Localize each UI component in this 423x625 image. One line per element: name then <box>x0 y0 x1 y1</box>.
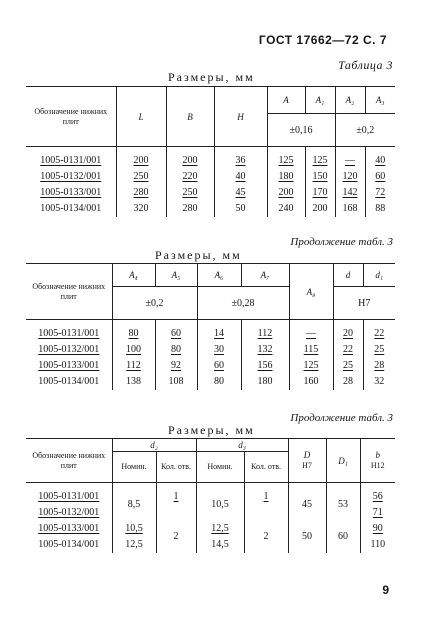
table-row: 1005-0131/001 80 60 14 112 — 20 22 <box>26 326 395 342</box>
table-row: 1005-0134/001 12,5 14,5 110 <box>26 537 395 553</box>
plate-code: 1005-0132/001 <box>38 344 100 355</box>
col-A4: A₄ <box>112 264 155 287</box>
plate-code: 1005-0133/001 <box>38 360 100 371</box>
plate-code: 1005-0133/001 <box>38 523 100 534</box>
table-row: 1005-0131/001 200 200 36 125 125 — 40 <box>26 153 395 169</box>
plate-code: 1005-0134/001 <box>38 376 100 387</box>
table3 <box>26 438 395 553</box>
plate-code: 1005-0134/001 <box>38 539 100 550</box>
col-d2-nominal: Номин. <box>112 452 156 483</box>
table-row: 1005-0134/001 320 280 50 240 200 168 88 <box>26 201 395 217</box>
plate-code: 1005-0131/001 <box>40 155 102 166</box>
table-row: 1005-0133/001 280 250 45 200 170 142 72 <box>26 185 395 201</box>
table-row: 1005-0133/001 10,5 2 12,5 2 50 60 90 <box>26 521 395 537</box>
col-A6: A₆ <box>197 264 241 287</box>
col-H: H <box>214 87 267 147</box>
col-d2-count: Кол. отв. <box>156 452 196 483</box>
table2 <box>26 263 395 390</box>
col-b: b H12 <box>360 439 395 483</box>
designation-header: Обозначение нижних плит <box>26 87 116 147</box>
tolerance-A4: ±0,2 <box>112 287 197 320</box>
col-d3-count: Кол. отв. <box>244 452 288 483</box>
tolerance-A: ±0,16 <box>267 114 335 147</box>
col-A2: A₂ <box>335 87 365 114</box>
plate-code: 1005-0132/001 <box>38 507 100 518</box>
tolerance-A6: ±0,28 <box>197 287 289 320</box>
table1-caption: Размеры, мм <box>168 70 255 84</box>
table-row: 1005-0132/001 71 <box>26 505 395 521</box>
col-A3: A₃ <box>365 87 395 114</box>
plate-code: 1005-0132/001 <box>40 171 102 182</box>
tolerance-d: H7 <box>333 287 395 320</box>
col-d1: d₁ <box>363 264 395 287</box>
col-A5: A₅ <box>155 264 197 287</box>
designation-header: Обозначение нижних плит <box>26 264 112 320</box>
col-d3-nominal: Номин. <box>196 452 244 483</box>
table-row: 1005-0132/001 250 220 40 180 150 120 60 <box>26 169 395 185</box>
continuation-label: Продолжение табл. 3 <box>290 236 393 248</box>
table-row: 1005-0132/001 100 80 30 132 115 22 25 <box>26 342 395 358</box>
tolerance-A2: ±0,2 <box>335 114 395 147</box>
col-d2: d₂ <box>112 439 196 452</box>
table-label: Таблица 3 <box>338 58 393 72</box>
col-A7: A₇ <box>241 264 289 287</box>
designation-header: Обозначение нижних плит <box>26 439 112 483</box>
col-D1: D₁ <box>326 439 360 483</box>
table-row: 1005-0134/001 138 108 80 180 160 28 32 <box>26 374 395 390</box>
col-A: A <box>267 87 305 114</box>
col-d: d <box>333 264 363 287</box>
col-d3: d₃ <box>196 439 288 452</box>
page-number: 9 <box>382 583 389 597</box>
plate-code: 1005-0131/001 <box>38 491 100 502</box>
col-A8: A₈ <box>289 264 333 320</box>
table3-caption: Размеры, мм <box>168 423 255 437</box>
table-row: 1005-0133/001 112 92 60 156 125 25 28 <box>26 358 395 374</box>
table-row: 1005-0131/001 8,5 1 10,5 1 45 53 56 <box>26 489 395 505</box>
col-A1: A₁ <box>305 87 335 114</box>
plate-code: 1005-0131/001 <box>38 328 100 339</box>
col-B: B <box>166 87 214 147</box>
col-D: D H7 <box>288 439 326 483</box>
plate-code: 1005-0133/001 <box>40 187 102 198</box>
table1 <box>26 86 395 217</box>
plate-code: 1005-0134/001 <box>40 203 102 214</box>
table2-caption: Размеры, мм <box>155 248 242 262</box>
col-L: L <box>116 87 166 147</box>
continuation-label: Продолжение табл. 3 <box>290 412 393 424</box>
page-header: ГОСТ 17662—72 С. 7 <box>258 33 387 47</box>
